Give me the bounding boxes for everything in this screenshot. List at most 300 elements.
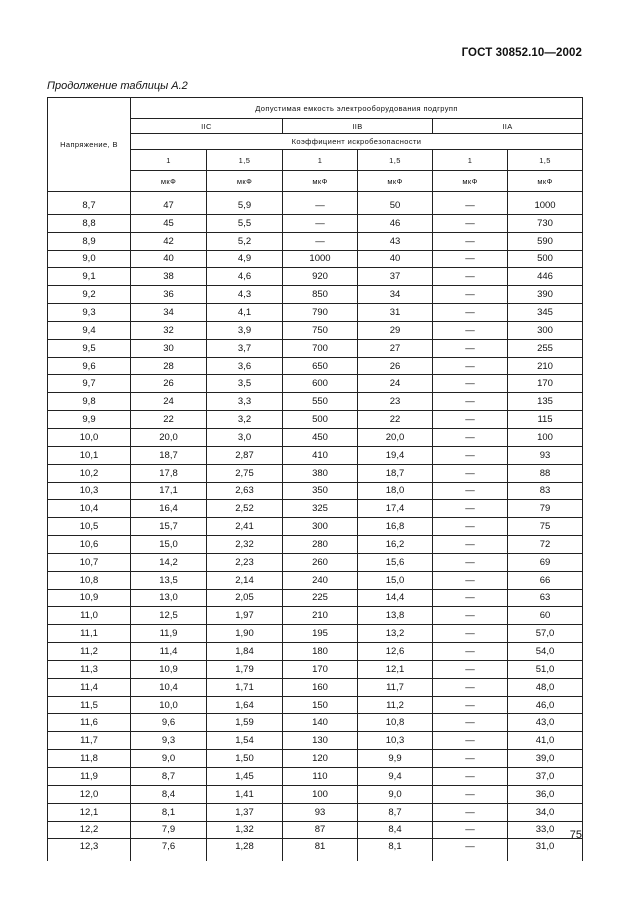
table-header bbox=[48, 98, 583, 192]
capacity-cell: 60 bbox=[508, 607, 583, 625]
group-header-iic: IIC bbox=[131, 119, 283, 134]
table-body bbox=[48, 192, 583, 862]
capacity-cell: 20,0 bbox=[131, 428, 207, 446]
capacity-cell: — bbox=[433, 750, 508, 768]
capacity-cell: 34,0 bbox=[508, 803, 583, 821]
voltage-cell: 12,2 bbox=[48, 821, 131, 839]
capacity-cell: 23 bbox=[358, 393, 433, 411]
capacity-cell: 15,6 bbox=[358, 553, 433, 571]
voltage-cell: 11,2 bbox=[48, 643, 131, 661]
capacity-cell: 650 bbox=[283, 357, 358, 375]
voltage-cell: 12,0 bbox=[48, 785, 131, 803]
voltage-cell: 12,3 bbox=[48, 839, 131, 862]
voltage-cell: 12,1 bbox=[48, 803, 131, 821]
capacity-cell: 210 bbox=[283, 607, 358, 625]
capacity-cell: 1,37 bbox=[207, 803, 283, 821]
capacity-cell: — bbox=[433, 714, 508, 732]
capacity-cell: 1,97 bbox=[207, 607, 283, 625]
voltage-cell: 10,8 bbox=[48, 571, 131, 589]
table-row bbox=[48, 500, 583, 518]
capacity-cell: 16,8 bbox=[358, 518, 433, 536]
table-row bbox=[48, 571, 583, 589]
capacity-cell: 1,41 bbox=[207, 785, 283, 803]
table-row bbox=[48, 750, 583, 768]
capacity-cell: 10,4 bbox=[131, 678, 207, 696]
table-row bbox=[48, 375, 583, 393]
capacity-cell: 46 bbox=[358, 214, 433, 232]
capacity-cell: 3,3 bbox=[207, 393, 283, 411]
voltage-cell: 10,5 bbox=[48, 518, 131, 536]
capacity-cell: 390 bbox=[508, 286, 583, 304]
voltage-cell: 11,1 bbox=[48, 625, 131, 643]
voltage-header: Напряжение, В bbox=[48, 98, 131, 192]
capacity-cell: 45 bbox=[131, 214, 207, 232]
capacity-cell: 4,6 bbox=[207, 268, 283, 286]
table-row bbox=[48, 643, 583, 661]
voltage-cell: 9,1 bbox=[48, 268, 131, 286]
voltage-cell: 10,1 bbox=[48, 446, 131, 464]
voltage-cell: 9,2 bbox=[48, 286, 131, 304]
table-row bbox=[48, 321, 583, 339]
capacity-cell: 3,5 bbox=[207, 375, 283, 393]
capacity-cell: 150 bbox=[283, 696, 358, 714]
capacity-cell: 1,71 bbox=[207, 678, 283, 696]
voltage-cell: 8,7 bbox=[48, 197, 131, 214]
capacity-cell: — bbox=[433, 464, 508, 482]
capacity-cell: 14,2 bbox=[131, 553, 207, 571]
unit-header: мкФ bbox=[207, 171, 283, 192]
capacity-cell: 4,3 bbox=[207, 286, 283, 304]
capacity-cell: 57,0 bbox=[508, 625, 583, 643]
capacity-cell: 3,9 bbox=[207, 321, 283, 339]
capacity-cell: 1000 bbox=[508, 197, 583, 214]
table-row bbox=[48, 785, 583, 803]
capacity-cell: 7,6 bbox=[131, 839, 207, 862]
voltage-cell: 10,4 bbox=[48, 500, 131, 518]
capacity-cell: — bbox=[433, 286, 508, 304]
voltage-cell: 9,7 bbox=[48, 375, 131, 393]
capacity-cell: 500 bbox=[508, 250, 583, 268]
voltage-cell: 11,4 bbox=[48, 678, 131, 696]
table-row bbox=[48, 428, 583, 446]
capacity-cell: 41,0 bbox=[508, 732, 583, 750]
table-row bbox=[48, 696, 583, 714]
capacity-cell: 12,5 bbox=[131, 607, 207, 625]
capacity-cell: — bbox=[433, 446, 508, 464]
capacity-cell: — bbox=[433, 660, 508, 678]
capacity-cell: 2,05 bbox=[207, 589, 283, 607]
capacity-cell: 240 bbox=[283, 571, 358, 589]
capacity-cell: 3,7 bbox=[207, 339, 283, 357]
capacity-cell: 11,4 bbox=[131, 643, 207, 661]
voltage-cell: 9,3 bbox=[48, 304, 131, 322]
capacity-cell: 3,6 bbox=[207, 357, 283, 375]
capacity-cell: 8,4 bbox=[131, 785, 207, 803]
voltage-cell: 9,8 bbox=[48, 393, 131, 411]
factor-header: 1 bbox=[283, 150, 358, 171]
capacity-cell: — bbox=[433, 536, 508, 554]
voltage-cell: 10,6 bbox=[48, 536, 131, 554]
capacity-cell: 10,8 bbox=[358, 714, 433, 732]
capacity-cell: 8,7 bbox=[358, 803, 433, 821]
capacity-cell: 130 bbox=[283, 732, 358, 750]
capacity-cell: 260 bbox=[283, 553, 358, 571]
unit-header: мкФ bbox=[131, 171, 207, 192]
capacity-cell: — bbox=[283, 197, 358, 214]
factor-header: 1,5 bbox=[358, 150, 433, 171]
capacity-cell: — bbox=[433, 643, 508, 661]
capacity-cell: 34 bbox=[131, 304, 207, 322]
capacity-cell: 30 bbox=[131, 339, 207, 357]
capacity-cell: 300 bbox=[283, 518, 358, 536]
capacity-cell: — bbox=[433, 357, 508, 375]
capacity-cell: 36,0 bbox=[508, 785, 583, 803]
table-row bbox=[48, 589, 583, 607]
capacity-cell: 37 bbox=[358, 268, 433, 286]
table-row bbox=[48, 357, 583, 375]
capacity-cell: 83 bbox=[508, 482, 583, 500]
voltage-cell: 8,9 bbox=[48, 232, 131, 250]
capacity-cell: 40 bbox=[358, 250, 433, 268]
table-row bbox=[48, 411, 583, 429]
capacity-cell: 8,7 bbox=[131, 768, 207, 786]
table-row bbox=[48, 250, 583, 268]
capacity-cell: — bbox=[433, 500, 508, 518]
table-row bbox=[48, 678, 583, 696]
capacity-cell: 38 bbox=[131, 268, 207, 286]
capacity-cell: — bbox=[433, 839, 508, 862]
table-row bbox=[48, 286, 583, 304]
capacity-cell: 9,6 bbox=[131, 714, 207, 732]
capacity-cell: 26 bbox=[358, 357, 433, 375]
voltage-cell: 11,3 bbox=[48, 660, 131, 678]
capacity-cell: 7,9 bbox=[131, 821, 207, 839]
capacity-cell: 380 bbox=[283, 464, 358, 482]
capacity-cell: 1,79 bbox=[207, 660, 283, 678]
capacity-cell: 2,41 bbox=[207, 518, 283, 536]
capacity-cell: 20,0 bbox=[358, 428, 433, 446]
table-row bbox=[48, 625, 583, 643]
table-row bbox=[48, 464, 583, 482]
table-row bbox=[48, 803, 583, 821]
capacity-cell: 11,7 bbox=[358, 678, 433, 696]
voltage-cell: 11,0 bbox=[48, 607, 131, 625]
capacity-cell: — bbox=[283, 232, 358, 250]
capacity-cell: 31 bbox=[358, 304, 433, 322]
capacity-cell: 345 bbox=[508, 304, 583, 322]
capacity-cell: 43 bbox=[358, 232, 433, 250]
factor-header: 1,5 bbox=[508, 150, 583, 171]
capacity-cell: — bbox=[433, 482, 508, 500]
table-row bbox=[48, 232, 583, 250]
page-number: 75 bbox=[569, 829, 582, 841]
capacity-cell: 69 bbox=[508, 553, 583, 571]
table-row bbox=[48, 768, 583, 786]
factor-header: 1 bbox=[131, 150, 207, 171]
capacity-cell: 120 bbox=[283, 750, 358, 768]
capacity-cell: 9,0 bbox=[131, 750, 207, 768]
capacity-cell: 255 bbox=[508, 339, 583, 357]
capacity-cell: 210 bbox=[508, 357, 583, 375]
capacity-cell: 29 bbox=[358, 321, 433, 339]
capacity-cell: 11,2 bbox=[358, 696, 433, 714]
capacity-cell: 2,52 bbox=[207, 500, 283, 518]
voltage-cell: 11,9 bbox=[48, 768, 131, 786]
capacity-cell: 500 bbox=[283, 411, 358, 429]
table-row bbox=[48, 714, 583, 732]
capacity-cell: — bbox=[433, 411, 508, 429]
document-code: ГОСТ 30852.10—2002 bbox=[461, 47, 582, 59]
table-row bbox=[48, 660, 583, 678]
table-row bbox=[48, 214, 583, 232]
capacity-cell: 300 bbox=[508, 321, 583, 339]
capacity-cell: 5,5 bbox=[207, 214, 283, 232]
capacity-cell: 2,14 bbox=[207, 571, 283, 589]
factor-header: 1 bbox=[433, 150, 508, 171]
capacity-cell: — bbox=[433, 607, 508, 625]
voltage-cell: 10,3 bbox=[48, 482, 131, 500]
capacity-cell: 10,9 bbox=[131, 660, 207, 678]
capacity-cell: 450 bbox=[283, 428, 358, 446]
capacity-cell: 195 bbox=[283, 625, 358, 643]
capacity-cell: — bbox=[433, 785, 508, 803]
table-row bbox=[48, 446, 583, 464]
capacity-cell: — bbox=[433, 768, 508, 786]
group-header-iib: IIB bbox=[283, 119, 433, 134]
capacity-cell: 66 bbox=[508, 571, 583, 589]
voltage-cell: 10,7 bbox=[48, 553, 131, 571]
capacity-cell: — bbox=[433, 197, 508, 214]
capacity-cell: 81 bbox=[283, 839, 358, 862]
capacity-cell: 93 bbox=[283, 803, 358, 821]
capacity-cell: — bbox=[433, 339, 508, 357]
voltage-cell: 9,9 bbox=[48, 411, 131, 429]
table-row bbox=[48, 268, 583, 286]
voltage-cell: 9,6 bbox=[48, 357, 131, 375]
capacity-cell: — bbox=[433, 232, 508, 250]
capacity-cell: 9,4 bbox=[358, 768, 433, 786]
capacity-cell: 24 bbox=[131, 393, 207, 411]
capacity-cell: 1,59 bbox=[207, 714, 283, 732]
capacity-cell: 63 bbox=[508, 589, 583, 607]
capacity-cell: 10,0 bbox=[131, 696, 207, 714]
table-row bbox=[48, 393, 583, 411]
capacity-cell: 36 bbox=[131, 286, 207, 304]
capacity-cell: 180 bbox=[283, 643, 358, 661]
capacity-cell: 48,0 bbox=[508, 678, 583, 696]
capacity-cell: 9,9 bbox=[358, 750, 433, 768]
capacity-cell: 15,7 bbox=[131, 518, 207, 536]
capacity-cell: 730 bbox=[508, 214, 583, 232]
table-row bbox=[48, 553, 583, 571]
capacity-cell: 790 bbox=[283, 304, 358, 322]
capacity-cell: — bbox=[433, 304, 508, 322]
table-row bbox=[48, 821, 583, 839]
capacity-cell: — bbox=[283, 214, 358, 232]
capacity-cell: 39,0 bbox=[508, 750, 583, 768]
table-row bbox=[48, 607, 583, 625]
capacity-cell: — bbox=[433, 393, 508, 411]
table-caption: Продолжение таблицы А.2 bbox=[47, 80, 188, 92]
voltage-cell: 11,7 bbox=[48, 732, 131, 750]
table-row bbox=[48, 536, 583, 554]
capacity-cell: 13,8 bbox=[358, 607, 433, 625]
capacity-cell: — bbox=[433, 821, 508, 839]
capacity-cell: — bbox=[433, 250, 508, 268]
capacity-cell: 1,45 bbox=[207, 768, 283, 786]
capacity-cell: 17,8 bbox=[131, 464, 207, 482]
capacity-cell: 135 bbox=[508, 393, 583, 411]
table-row bbox=[48, 482, 583, 500]
capacity-cell: 600 bbox=[283, 375, 358, 393]
capacity-cell: 325 bbox=[283, 500, 358, 518]
table-row bbox=[48, 732, 583, 750]
capacity-cell: — bbox=[433, 625, 508, 643]
capacity-cell: 22 bbox=[358, 411, 433, 429]
capacity-cell: 27 bbox=[358, 339, 433, 357]
voltage-cell: 9,0 bbox=[48, 250, 131, 268]
capacity-header: Допустимая емкость электрооборудования подгрупп bbox=[131, 98, 583, 119]
capacity-cell: 8,1 bbox=[358, 839, 433, 862]
capacity-cell: — bbox=[433, 732, 508, 750]
capacity-cell: 75 bbox=[508, 518, 583, 536]
capacity-cell: 32 bbox=[131, 321, 207, 339]
capacity-cell: 26 bbox=[131, 375, 207, 393]
capacity-cell: 1000 bbox=[283, 250, 358, 268]
capacity-cell: 72 bbox=[508, 536, 583, 554]
capacity-cell: 40 bbox=[131, 250, 207, 268]
capacity-cell: — bbox=[433, 696, 508, 714]
capacity-cell: 10,3 bbox=[358, 732, 433, 750]
voltage-cell: 10,9 bbox=[48, 589, 131, 607]
capacity-cell: 2,75 bbox=[207, 464, 283, 482]
capacity-cell: — bbox=[433, 803, 508, 821]
capacity-cell: 42 bbox=[131, 232, 207, 250]
capacity-cell: 19,4 bbox=[358, 446, 433, 464]
capacity-cell: 31,0 bbox=[508, 839, 583, 862]
group-header-iia: IIA bbox=[433, 119, 583, 134]
capacity-cell: 350 bbox=[283, 482, 358, 500]
capacity-cell: 34 bbox=[358, 286, 433, 304]
capacity-cell: 16,2 bbox=[358, 536, 433, 554]
capacity-cell: 12,1 bbox=[358, 660, 433, 678]
capacity-cell: 750 bbox=[283, 321, 358, 339]
capacity-cell: 4,9 bbox=[207, 250, 283, 268]
capacity-cell: 12,6 bbox=[358, 643, 433, 661]
voltage-cell: 8,8 bbox=[48, 214, 131, 232]
capacity-cell: — bbox=[433, 518, 508, 536]
capacity-cell: — bbox=[433, 428, 508, 446]
capacity-cell: 28 bbox=[131, 357, 207, 375]
capacity-cell: 8,1 bbox=[131, 803, 207, 821]
capacity-cell: 9,3 bbox=[131, 732, 207, 750]
capacity-cell: 9,0 bbox=[358, 785, 433, 803]
capacity-cell: 5,9 bbox=[207, 197, 283, 214]
capacity-cell: 225 bbox=[283, 589, 358, 607]
capacity-cell: 446 bbox=[508, 268, 583, 286]
capacity-cell: 170 bbox=[508, 375, 583, 393]
table-row bbox=[48, 839, 583, 862]
capacity-cell: 3,2 bbox=[207, 411, 283, 429]
capacity-cell: 1,64 bbox=[207, 696, 283, 714]
capacity-cell: 100 bbox=[508, 428, 583, 446]
capacity-cell: 17,1 bbox=[131, 482, 207, 500]
capacity-cell: 850 bbox=[283, 286, 358, 304]
capacity-cell: 1,32 bbox=[207, 821, 283, 839]
capacity-cell: — bbox=[433, 589, 508, 607]
capacity-cell: 280 bbox=[283, 536, 358, 554]
voltage-cell: 10,0 bbox=[48, 428, 131, 446]
capacity-cell: 1,50 bbox=[207, 750, 283, 768]
voltage-cell: 9,5 bbox=[48, 339, 131, 357]
capacity-cell: 170 bbox=[283, 660, 358, 678]
capacity-cell: 11,9 bbox=[131, 625, 207, 643]
capacity-cell: — bbox=[433, 214, 508, 232]
unit-header: мкФ bbox=[508, 171, 583, 192]
voltage-cell: 11,8 bbox=[48, 750, 131, 768]
unit-header: мкФ bbox=[283, 171, 358, 192]
capacity-cell: 1,90 bbox=[207, 625, 283, 643]
capacity-cell: 5,2 bbox=[207, 232, 283, 250]
capacity-cell: 8,4 bbox=[358, 821, 433, 839]
capacity-cell: 16,4 bbox=[131, 500, 207, 518]
capacity-cell: 15,0 bbox=[131, 536, 207, 554]
unit-header: мкФ bbox=[358, 171, 433, 192]
table-row bbox=[48, 197, 583, 214]
capacity-cell: 920 bbox=[283, 268, 358, 286]
capacity-cell: 54,0 bbox=[508, 643, 583, 661]
capacity-cell: 24 bbox=[358, 375, 433, 393]
capacity-cell: 2,87 bbox=[207, 446, 283, 464]
factor-header: 1,5 bbox=[207, 150, 283, 171]
capacity-cell: — bbox=[433, 321, 508, 339]
capacity-cell: 4,1 bbox=[207, 304, 283, 322]
capacity-cell: 93 bbox=[508, 446, 583, 464]
capacity-cell: 22 bbox=[131, 411, 207, 429]
voltage-cell: 11,6 bbox=[48, 714, 131, 732]
capacity-cell: 14,4 bbox=[358, 589, 433, 607]
table-row bbox=[48, 304, 583, 322]
capacity-cell: 13,2 bbox=[358, 625, 433, 643]
table-row bbox=[48, 518, 583, 536]
capacity-table bbox=[47, 97, 583, 861]
safety-factor-header: Коэффициент искробезопасности bbox=[131, 134, 583, 150]
capacity-cell: 47 bbox=[131, 197, 207, 214]
capacity-cell: — bbox=[433, 553, 508, 571]
capacity-cell: 2,32 bbox=[207, 536, 283, 554]
capacity-cell: 115 bbox=[508, 411, 583, 429]
capacity-cell: 1,84 bbox=[207, 643, 283, 661]
capacity-cell: 33,0 bbox=[508, 821, 583, 839]
capacity-cell: 88 bbox=[508, 464, 583, 482]
voltage-cell: 9,4 bbox=[48, 321, 131, 339]
voltage-cell: 10,2 bbox=[48, 464, 131, 482]
capacity-cell: — bbox=[433, 571, 508, 589]
voltage-cell: 11,5 bbox=[48, 696, 131, 714]
capacity-cell: 50 bbox=[358, 197, 433, 214]
capacity-cell: 140 bbox=[283, 714, 358, 732]
table-row bbox=[48, 339, 583, 357]
capacity-cell: 46,0 bbox=[508, 696, 583, 714]
capacity-cell: 1,28 bbox=[207, 839, 283, 862]
capacity-cell: 79 bbox=[508, 500, 583, 518]
capacity-cell: 43,0 bbox=[508, 714, 583, 732]
capacity-cell: 51,0 bbox=[508, 660, 583, 678]
capacity-cell: 2,63 bbox=[207, 482, 283, 500]
capacity-cell: — bbox=[433, 678, 508, 696]
capacity-cell: 18,7 bbox=[131, 446, 207, 464]
capacity-cell: 13,5 bbox=[131, 571, 207, 589]
